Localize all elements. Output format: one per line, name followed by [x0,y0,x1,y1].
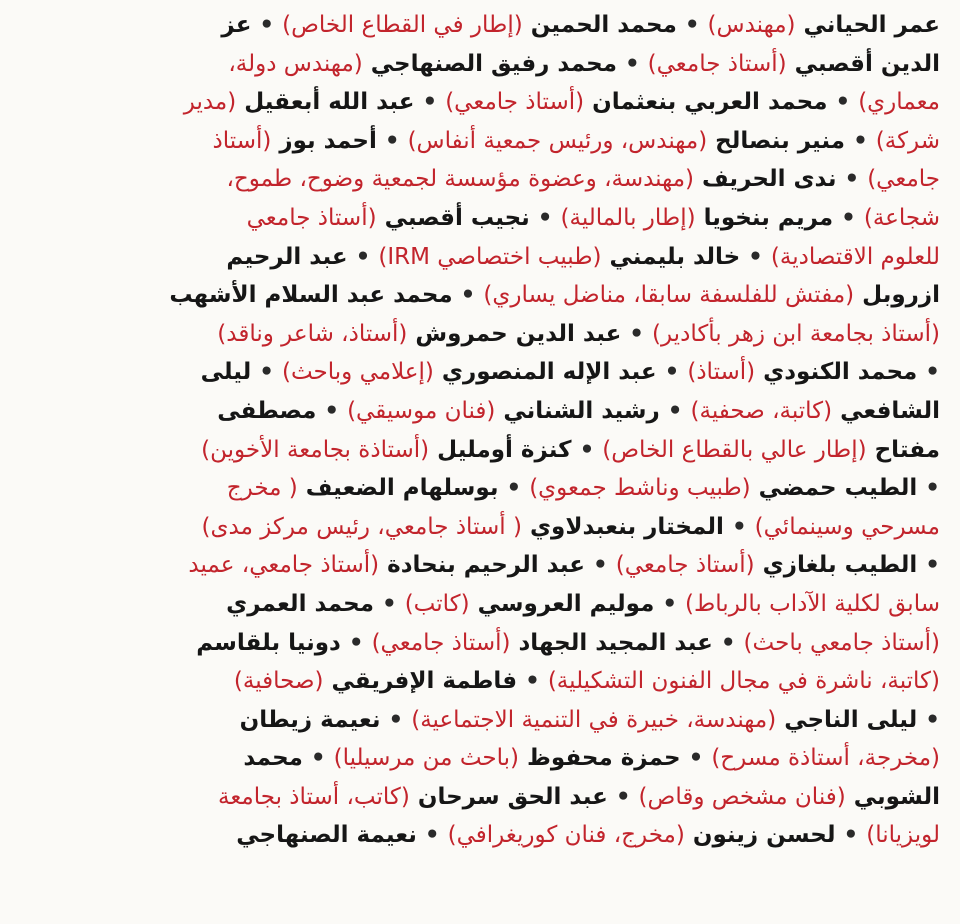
bullet-separator: • [376,127,408,154]
person-role: (كاتب) [404,590,470,617]
person-role: (إعلامي وباحث) [281,359,434,386]
person-name: عز [221,12,252,38]
person-role: للعلوم الاقتصادية) [770,243,940,270]
person-name: محمد الحمين [522,12,677,38]
person-role: (طبيب وناشط جمعوي) [529,475,751,502]
person-role: شجاعة) [863,204,940,231]
person-name: موليم العروسي [469,590,655,617]
person-role: (أستاذ جامعي، عميد [188,552,380,579]
bullet-separator: • [585,552,616,579]
bullet-separator: • [302,745,334,772]
text-line [20,353,940,392]
bullet-separator: • [316,397,348,424]
bullet-separator: • [251,359,282,386]
person-name: عبد الرحيم [226,243,348,270]
text-line [20,778,940,817]
person-role: (أستاذ جامعي) [615,552,755,579]
bullet-separator: • [827,89,859,116]
person-role: (كاتبة، ناشرة في مجال الفنون التشكيلية) [547,668,940,695]
bullet-separator: • [414,89,446,116]
text-line [20,315,940,354]
person-name: عبد الحق سرحان [409,783,608,810]
person-name: خالد بليمني [601,243,741,270]
person-name: الطيب بلغازي [754,552,918,579]
text-line [20,701,940,740]
person-role: سابق لكلية الآداب بالرباط) [685,590,940,617]
person-name: الشوبي [845,783,940,810]
person-name: ندى الحريف [694,166,837,193]
bullet-separator: • [836,166,868,193]
person-role: (أستاذ بجامعة ابن زهر بأكادير) [652,320,940,347]
person-name: نعيمة الصنهاجي [236,822,417,849]
bullet-separator: • [416,822,448,849]
text-line [20,469,940,508]
person-name: أحمد بوز [271,127,377,154]
person-role: (صحافية) [233,668,324,695]
person-name: محمد رفيق الصنهاجي [362,50,617,77]
person-name: عبد الله أبعقيل [236,89,415,116]
person-role: (مهندس دولة، [228,50,363,77]
person-role: (كاتبة، صحفية) [690,397,833,424]
person-name: محمد [243,745,303,772]
person-role: (أستاذ) [687,359,756,386]
person-role: (طبيب اختصاصي IRM) [378,243,602,270]
person-role: (مهندس) [707,12,796,38]
person-role: (كاتب، أستاذ بجامعة [217,783,410,810]
text-line [20,662,940,701]
person-name: محمد الكنودي [755,359,918,386]
person-name: الطيب حمضي [750,475,918,502]
bullet-separator: • [835,822,867,849]
bullet-separator: • [917,706,940,733]
person-role: (أستاذ جامعي) [445,89,585,116]
person-role: معماري) [858,89,940,116]
bullet-separator: • [676,12,708,38]
person-name: مريم بنخويا [695,204,834,231]
bullet-separator: • [347,243,379,270]
text-line [20,816,940,855]
person-role: شركة) [875,127,940,154]
person-name: محمد العربي بنعثمان [584,89,828,116]
bullet-separator: • [654,590,686,617]
text-line [20,6,940,45]
bullet-separator: • [517,668,548,695]
person-name: نعيمة زيطان [239,706,381,733]
person-name: مصطفى [217,397,317,424]
text-line [20,45,940,84]
person-name: عبد الإله المنصوري [433,359,657,386]
text-line [20,431,940,470]
bullet-separator: • [917,552,940,579]
bullet-separator: • [380,706,412,733]
person-role: (باحث من مرسيليا) [333,745,520,772]
text-line [20,238,940,277]
bullet-separator: • [571,436,603,463]
bullet-separator: • [659,397,691,424]
person-name: رشيد الشناني [495,397,660,424]
bullet-separator: • [607,783,639,810]
bullet-separator: • [723,513,755,540]
bullet-separator: • [740,243,771,270]
person-role: (أستاذة بجامعة الأخوين) [201,436,430,463]
text-line [20,508,940,547]
person-role: ( مخرج [226,475,298,502]
text-line [20,624,940,663]
person-name: ازروبل [854,282,940,309]
person-name: عبد الرحيم بنحادة [379,552,585,579]
text-line [20,276,940,315]
bullet-separator: • [656,359,688,386]
bullet-separator: • [373,590,405,617]
text-line [20,83,940,122]
text-line [20,199,940,238]
person-name: ليلى [200,359,252,386]
person-role: (مفتش للفلسفة سابقا، مناضل يساري) [483,282,855,309]
bullet-separator: • [251,12,283,38]
person-role: (إطار بالمالية) [560,204,696,231]
person-role: (إطار في القطاع الخاص) [282,12,523,38]
text-line [20,392,940,431]
person-role: جامعي) [867,166,940,193]
person-name: عبد المجيد الجهاد [510,629,713,656]
person-name: حمزة محفوظ [519,745,681,772]
person-name: الشافعي [832,397,940,424]
person-role: (فنان موسيقي) [347,397,496,424]
person-name: بوسلهام الضعيف [297,475,499,502]
person-name: ليلى الناجي [776,706,918,733]
person-role: (أستاذ جامعي) [647,50,787,77]
person-role: (أستاذ جامعي باحث) [743,629,940,656]
person-role: (مخرجة، أستاذة مسرح) [711,745,940,772]
bullet-separator: • [712,629,744,656]
person-name: منير بنصالح [707,127,846,154]
person-role: (فنان مشخص وقاص) [638,783,846,810]
person-role: (مهندسة، وعضوة مؤسسة لجمعية وضوح، طموح، [226,166,695,193]
person-name: محمد العمري [226,590,374,617]
person-name: المختار بنعبدلاوي [521,513,724,540]
text-line [20,739,940,778]
person-name: فاطمة الإفريقي [323,668,518,695]
person-name: نجيب أقصبي [376,204,530,231]
person-role: (أستاذ، شاعر وناقد) [217,320,408,347]
text-line [20,546,940,585]
person-name: محمد عبد السلام الأشهب [169,282,453,309]
text-line [20,122,940,161]
person-name: دونيا بلقاسم [196,629,341,656]
person-role: (مهندس، ورئيس جمعية أنفاس) [407,127,708,154]
person-role: (مهندسة، خبيرة في التنمية الاجتماعية) [411,706,777,733]
bullet-separator: • [917,359,940,386]
bullet-separator: • [680,745,712,772]
person-name: عمر الحياني [795,12,940,38]
person-name: عبد الدين حمروش [407,320,622,347]
person-role: (إطار عالي بالقطاع الخاص) [602,436,867,463]
text-line [20,160,940,199]
person-role: لويزيانا) [866,822,940,849]
person-name: لحسن زينون [684,822,836,849]
bullet-separator: • [616,50,648,77]
person-name: الدين أقصبي [786,50,940,77]
bullet-separator: • [845,127,876,154]
signatory-list [20,6,940,855]
bullet-separator: • [452,282,484,309]
person-role: (أستاذ جامعي [246,204,377,231]
bullet-separator: • [833,204,864,231]
person-role: (مدير [183,89,237,116]
person-role: (أستاذ جامعي) [371,629,511,656]
bullet-separator: • [498,475,530,502]
person-role: (أستاذ [212,127,272,154]
bullet-separator: • [340,629,372,656]
person-role: (مخرج، فنان كوريغرافي) [447,822,685,849]
person-name: كنزة أومليل [429,436,572,463]
bullet-separator: • [621,320,653,347]
person-role: مسرحي وسينمائي) [754,513,940,540]
text-line [20,585,940,624]
bullet-separator: • [917,475,940,502]
person-name: مفتاح [866,436,940,463]
bullet-separator: • [529,204,561,231]
person-role: ( أستاذ جامعي، رئيس مركز مدى) [201,513,522,540]
